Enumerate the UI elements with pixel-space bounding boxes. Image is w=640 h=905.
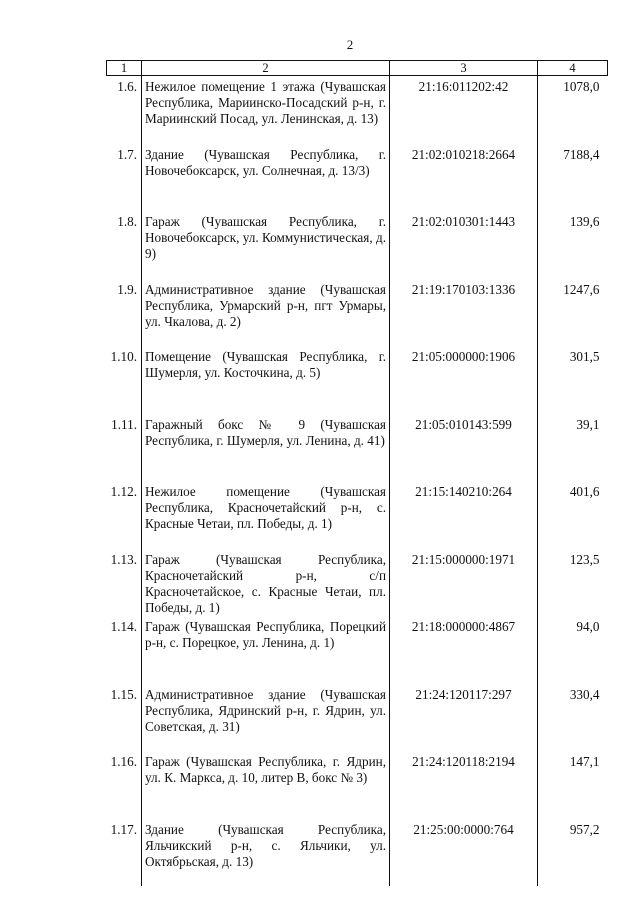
row-cadastral-number: 21:19:170103:1336 <box>390 279 538 347</box>
table-row <box>107 616 608 684</box>
table-row <box>107 211 608 279</box>
row-cadastral-number: 21:02:010301:1443 <box>390 211 538 279</box>
row-number: 1.14. <box>110 619 137 634</box>
row-description: Гараж (Чувашская Республика, г. Новочебоксарск, ул. Коммунистическая, д. 9) <box>142 211 390 279</box>
row-cadastral-number: 21:24:120117:297 <box>390 684 538 752</box>
table-row <box>107 414 608 482</box>
row-area: 957,2 <box>538 819 608 887</box>
table-row <box>107 279 608 347</box>
row-description: Помещение (Чувашская Республика, г. Шумерля, ул. Косточкина, д. 5) <box>142 346 390 414</box>
row-number: 1.7. <box>117 146 137 162</box>
row-cadastral-number: 21:15:140210:264 <box>390 481 538 549</box>
row-area: 301,5 <box>538 346 608 414</box>
row-cadastral-number: 21:02:010218:2664 <box>390 144 538 212</box>
row-cadastral-number: 21:05:000000:1906 <box>390 346 538 414</box>
row-area: 1247,6 <box>538 279 608 347</box>
row-area: 401,6 <box>538 481 608 549</box>
row-description: Административное здание (Чувашская Республика, Урмарский р-н, пгт Урмары, ул. Чкалова, д. 2) <box>142 279 390 347</box>
row-area: 147,1 <box>538 751 608 819</box>
row-cadastral-number: 21:16:011202:42 <box>390 76 538 144</box>
row-area: 123,5 <box>538 549 608 617</box>
row-area: 39,1 <box>538 414 608 482</box>
row-number: 1.8. <box>117 214 137 229</box>
table-row <box>107 684 608 752</box>
column-header-description: 2 <box>142 61 390 76</box>
row-number: 1.9. <box>117 281 137 297</box>
row-description: Здание (Чувашская Республика, Яльчикский р-н, с. Яльчики, ул. Октябрьская, д. 13) <box>142 819 390 887</box>
row-number: 1.15. <box>110 686 137 702</box>
row-number: 1.13. <box>110 551 137 567</box>
column-header-cadastral: 3 <box>390 61 538 76</box>
table-row <box>107 144 608 212</box>
page-number: 2 <box>346 37 354 52</box>
row-area: 330,4 <box>538 684 608 752</box>
row-number: 1.6. <box>117 79 137 94</box>
property-registry-table <box>106 60 608 886</box>
table-row <box>107 549 608 617</box>
row-description: Гараж (Чувашская Республика, г. Ядрин, ул. К. Маркса, д. 10, литер В, бокс № 3) <box>142 751 390 819</box>
row-description: Нежилое помещение 1 этажа (Чувашская Республика, Мариинско-Посадский р-н, г. Мариинский Посад, ул. Ленинская, д. 13) <box>142 76 390 144</box>
row-number: 1.11. <box>111 416 137 432</box>
row-number: 1.17. <box>110 821 137 837</box>
row-description: Гаражный бокс № 9 (Чувашская Республика, г. Шумерля, ул. Ленина, д. 41) <box>142 414 390 482</box>
row-description: Здание (Чувашская Республика, г. Новочебоксарск, ул. Солнечная, д. 13/3) <box>142 144 390 212</box>
row-area: 1078,0 <box>538 76 608 144</box>
row-description: Нежилое помещение (Чувашская Республика, Красночетайский р-н, с. Красные Четаи, пл. Победы, д. 1) <box>142 481 390 549</box>
row-cadastral-number: 21:24:120118:2194 <box>390 751 538 819</box>
table-row <box>107 751 608 819</box>
row-cadastral-number: 21:05:010143:599 <box>390 414 538 482</box>
row-number: 1.10. <box>110 349 137 364</box>
row-cadastral-number: 21:15:000000:1971 <box>390 549 538 617</box>
table-row <box>107 346 608 414</box>
table-header-row <box>107 61 608 76</box>
row-description: Гараж (Чувашская Республика, Красночетайский р-н, с/п Красночетайское, с. Красные Четаи, пл. Победы, д. 1) <box>142 549 390 617</box>
row-description: Административное здание (Чувашская Республика, Ядринский р-н, г. Ядрин, ул. Советская, д. 31) <box>142 684 390 752</box>
row-cadastral-number: 21:18:000000:4867 <box>390 616 538 684</box>
row-area: 94,0 <box>538 616 608 684</box>
row-area: 139,6 <box>538 211 608 279</box>
row-description: Гараж (Чувашская Республика, Порецкий р-н, с. Порецкое, ул. Ленина, д. 1) <box>142 616 390 684</box>
table-row <box>107 481 608 549</box>
row-cadastral-number: 21:25:00:0000:764 <box>390 819 538 887</box>
row-number: 1.16. <box>110 754 137 769</box>
table-row <box>107 819 608 887</box>
column-header-area: 4 <box>538 61 608 76</box>
row-number: 1.12. <box>110 484 137 499</box>
column-header-number: 1 <box>107 61 142 76</box>
row-area: 7188,4 <box>538 144 608 212</box>
table-row <box>107 76 608 144</box>
